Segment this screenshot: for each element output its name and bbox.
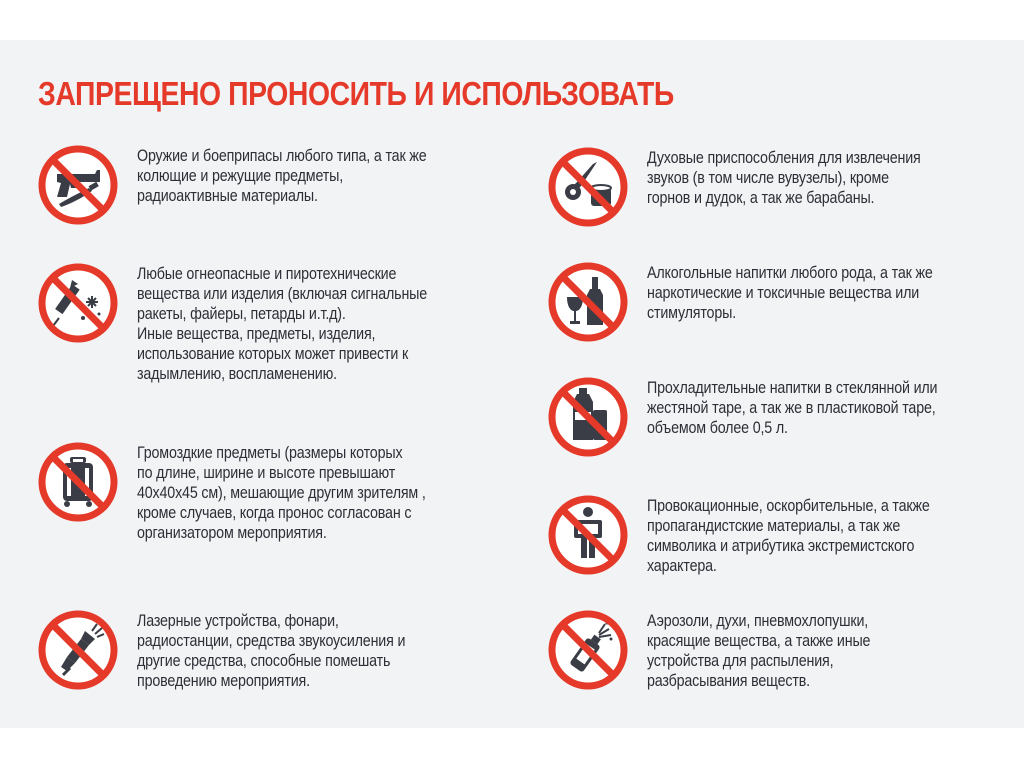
flashlight-laser-icon <box>37 609 119 691</box>
rule-text: Алкогольные напитки любого рода, а так же наркотические и токсичные вещества или стимуляторы. <box>647 263 933 322</box>
alcohol-icon <box>547 261 629 343</box>
rule-text: Провокационные, оскорбительные, а также пропагандистские материалы, а так же символика и атрибутика экстремистского характера. <box>647 496 930 575</box>
fireworks-icon <box>37 262 119 344</box>
aerosol-icon <box>547 609 629 691</box>
rule-text: Оружие и боеприпасы любого типа, а так же колющие и режущие предметы, радиоактивные материалы. <box>137 146 427 205</box>
bottles-cans-icon <box>547 376 629 458</box>
rule-text: Прохладительные напитки в стеклянной или жестяной таре, а так же в пластиковой таре, объемом более 0,5 л. <box>647 378 938 437</box>
rule-text: Любые огнеопасные и пиротехнические вещества или изделия (включая сигнальные ракеты, файеры, петарды и.т.д). Иные вещества, предметы, изделия, использование которых может привести к задымлению, воспламенению. <box>137 264 428 383</box>
rule-text: Лазерные устройства, фонари, радиостанции, средства звукоусиления и другие средства, способные помешать проведению мероприятия. <box>137 611 406 690</box>
page-title: ЗАПРЕЩЕНО ПРОНОСИТЬ И ИСПОЛЬЗОВАТЬ <box>38 75 674 112</box>
rule-text: Громоздкие предметы (размеры которых по длине, ширине и высоте превышают 40х40х45 см), мешающие другим зрителям , кроме случаев, когда пронос согласован с организатором мероприятия. <box>137 443 426 542</box>
rule-text: Духовые приспособления для извлечения звуков (в том числе вувузелы), кроме горнов и дудок, а так же барабаны. <box>647 148 921 207</box>
rule-text: Аэрозоли, духи, пневмохлопушки, красящие вещества, а также иные устройства для распыления, разбрасывания веществ. <box>647 611 871 690</box>
vuvuzela-drum-icon <box>547 146 629 228</box>
weapon-icon <box>37 144 119 226</box>
banner-person-icon <box>547 494 629 576</box>
luggage-icon <box>37 441 119 523</box>
